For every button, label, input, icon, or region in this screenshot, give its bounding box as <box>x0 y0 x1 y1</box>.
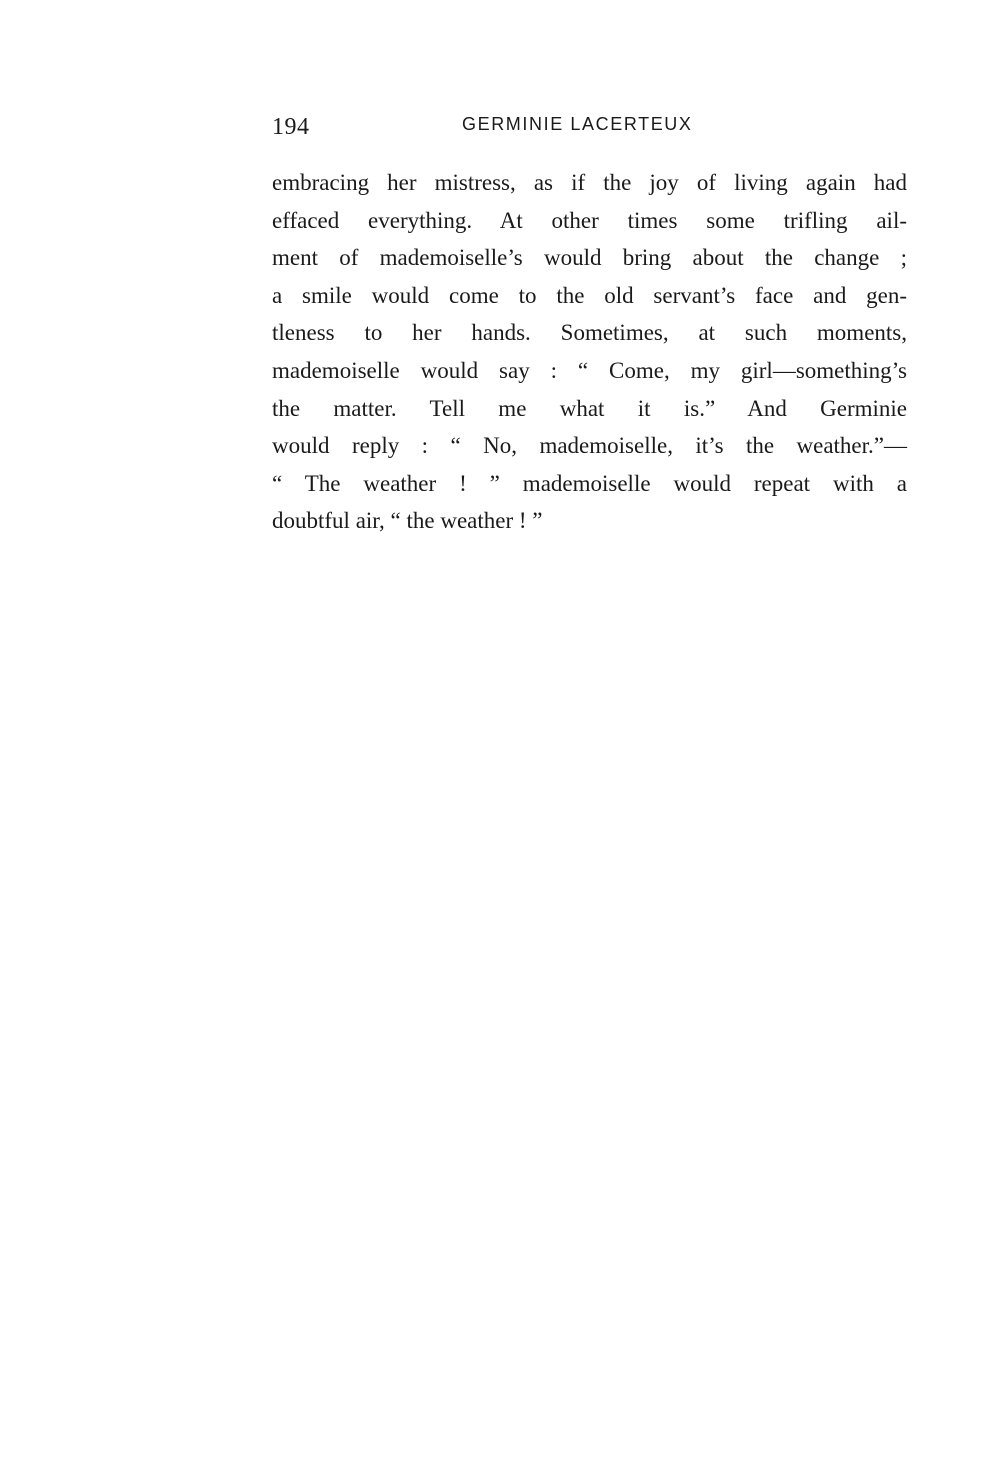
text-line: doubtful air, “ the weather ! ” <box>272 508 543 534</box>
text-line: ment of mademoiselle’s would bring about the change ; <box>272 245 907 271</box>
text-line: effaced everything. At other times some trifling ail- <box>272 207 907 233</box>
running-head: GERMINIE LACERTEUX <box>462 114 693 134</box>
text-line: tleness to her hands. Sometimes, at such moments, <box>272 320 907 346</box>
text-line: a smile would come to the old servant’s face and gen- <box>272 282 907 308</box>
body-paragraph <box>272 164 907 540</box>
page-header <box>272 112 907 142</box>
page-number: 194 <box>272 114 310 140</box>
text-line: embracing her mistress, as if the joy of living again had <box>272 170 907 195</box>
text-line: mademoiselle would say : “ Come, my girl—something’s <box>272 357 907 383</box>
text-line: “ The weather ! ” mademoiselle would repeat with a <box>272 470 907 496</box>
text-line: would reply : “ No, mademoiselle, it’s the weather.”— <box>272 433 907 459</box>
text-line: the matter. Tell me what it is.” And Germinie <box>272 395 907 421</box>
